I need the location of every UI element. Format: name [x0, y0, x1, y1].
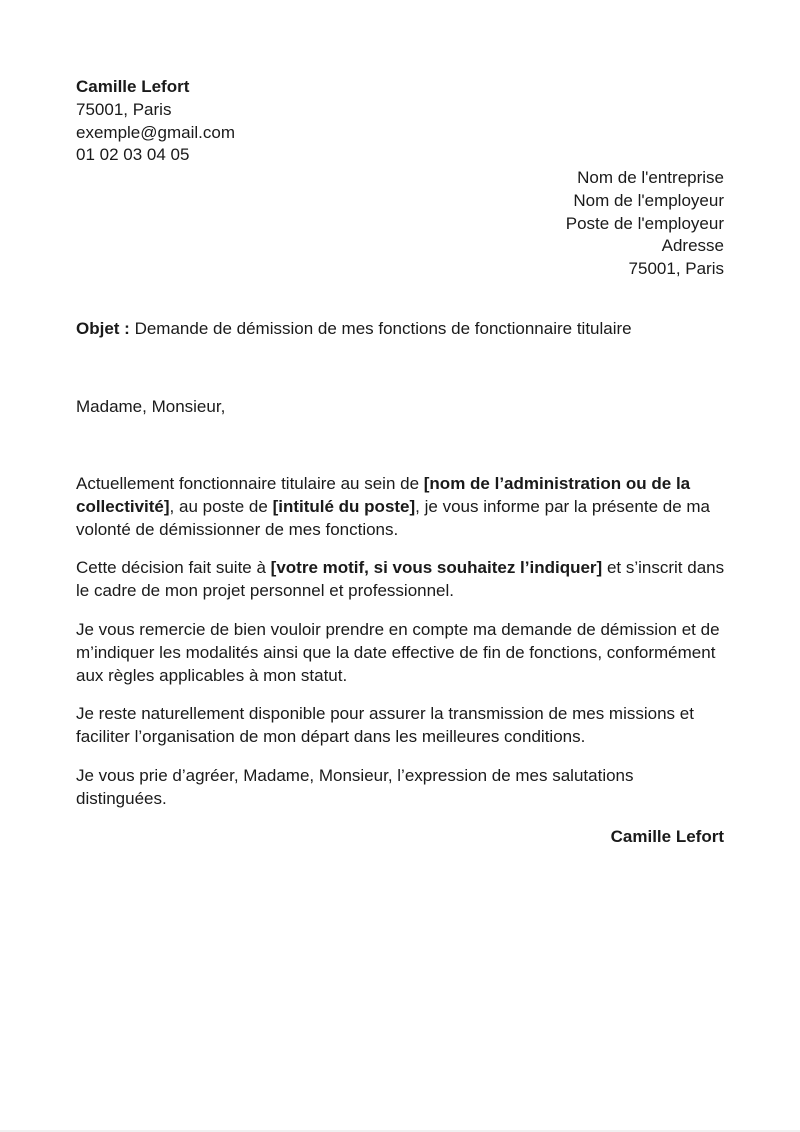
paragraph-1-text-b: , au poste de	[169, 496, 273, 516]
paragraph-1-text-c: , je vous informe par la présente de ma volonté de démissionner de mes fonctions.	[76, 496, 710, 539]
recipient-address: Adresse	[661, 236, 724, 256]
paragraph-5: Je vous prie d’agréer, Madame, Monsieur, l’expression de mes salutations distinguées.	[76, 765, 634, 808]
sender-email: exemple@gmail.com	[76, 122, 235, 142]
paragraph-4: Je reste naturellement disponible pour assurer la transmission de mes missions et faciliter l’organisation de mon départ dans les meilleures conditions.	[76, 704, 694, 747]
paragraph-1-text-a: Actuellement fonctionnaire titulaire au sein de	[76, 474, 424, 493]
subject-label: Objet :	[76, 319, 130, 338]
recipient-block	[324, 167, 724, 281]
recipient-employer-position: Poste de l'employeur	[565, 213, 724, 233]
subject-line	[76, 318, 736, 341]
paragraph-2-text-a: Cette décision fait suite à	[76, 558, 271, 578]
placeholder-reason: [votre motif, si vous souhaitez l’indiquer]	[270, 558, 603, 578]
recipient-company: Nom de l'entreprise	[577, 168, 724, 187]
paragraph-2	[76, 557, 726, 603]
letter-body	[76, 473, 726, 827]
placeholder-administration: [nom de l’administration ou de la collectivité]	[76, 474, 691, 516]
sender-block	[76, 76, 476, 167]
recipient-employer-name: Nom de l'employeur	[573, 190, 724, 210]
signature: Camille Lefort	[610, 827, 724, 846]
placeholder-job-title: [intitulé du poste]	[272, 496, 416, 516]
subject-text: Demande de démission de mes fonctions de fonctionnaire titulaire	[134, 319, 632, 338]
paragraph-3: Je vous remercie de bien vouloir prendre en compte ma demande de démission et de m’indiquer les modalités ainsi que la date effective de fin de fonctions, conformément aux règles applicables à mon statut.	[76, 619, 720, 685]
greeting: Madame, Monsieur,	[76, 397, 226, 416]
paragraph-2-text-b: et s’inscrit dans le cadre de mon projet personnel et professionnel.	[76, 558, 725, 601]
recipient-city: 75001, Paris	[628, 259, 724, 279]
sender-name: Camille Lefort	[76, 77, 190, 96]
sender-phone: 01 02 03 04 05	[76, 145, 190, 165]
sender-city: 75001, Paris	[76, 99, 172, 119]
paragraph-1	[76, 473, 726, 541]
